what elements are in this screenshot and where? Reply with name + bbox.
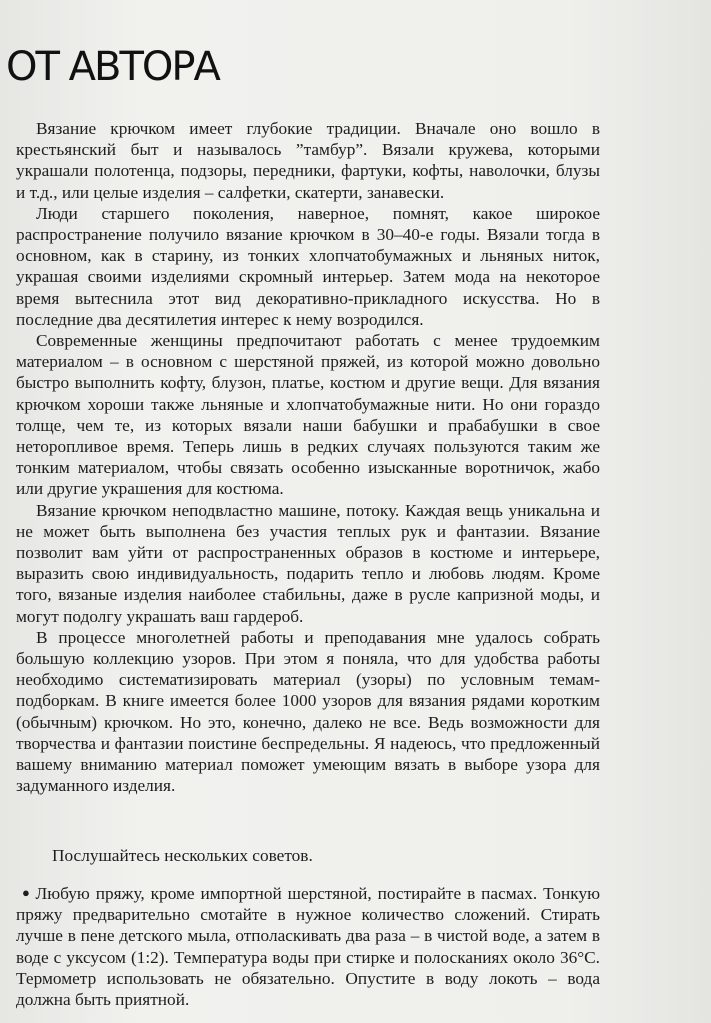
bullet-icon: ●: [22, 885, 32, 900]
text-body: [16, 118, 600, 797]
tip-text: Любую пряжу, кроме импортной шерстяной, постирайте в пасмах. Тонкую пряжу предварительно смотайте в нужное количество сложений. Стирать лучше в пене детского мыла, отполаскивать два раза – в чистой воде, а затем в воде с уксусом (1:2). Температура воды при стирке и полосканиях около 36°С. Термометр использовать не обязательно. Опустите в воду локоть – вода должна быть приятной.: [16, 884, 600, 1010]
paragraph: Вязание крючком неподвластно машине, потоку. Каждая вещь уникальна и не может быть выполнена без участия теплых рук и фантазии. Вязание позволит вам уйти от распространенных образов в костюме и интерьере, выразить свою индивидуальность, подарить тепло и любовь людям. Кроме того, вязаные изделия наиболее стабильны, даже в русле капризной моды, и могут подолгу украшать ваш гардероб.: [16, 500, 600, 626]
tip-item: [16, 882, 600, 1010]
paragraph: Люди старшего поколения, наверное, помнят, какое широкое распространение получило вязание крючком в 30–40-е годы. Вязали тогда в основном, как в старину, из тонких хлопчатобумажных и льняных ниток, украшая своими изделиями скромный интерьер. Затем мода на некоторое время вытеснила этот вид декоративно-прикладного искусства. Но в последние два десятилетия интерес к нему возродился.: [16, 203, 600, 329]
advice-heading: Послушайтесь нескольких советов.: [52, 846, 313, 865]
paragraph: Современные женщины предпочитают работать с менее трудоемким материалом – в основном с шерстяной пряжей, из которой можно довольно быстро выполнить кофту, блузон, платье, костюм и другие вещи. Для вязания крючком хороши также льняные и хлопчатобумажные нити. Но они гораздо толще, чем те, из которых вязали наши бабушки и прабабушки в свое неторопливое время. Теперь лишь в редких случаях пользуются таким же тонким материалом, чтобы связать особенно изысканные воротничок, жабо или другие украшения для костюма.: [16, 331, 600, 499]
paragraph: В процессе многолетней работы и преподавания мне удалось собрать большую коллекцию узоров. При этом я поняла, что для удобства работы необходимо систематизировать материал (узоры) по условным темам-подборкам. В книге имеется более 1000 узоров для вязания рядами коротким (обычным) крючком. Но это, конечно, далеко не все. Ведь возможности для творчества и фантазии поистине беспредельны. Я надеюсь, что предложенный вашему вниманию материал поможет умеющим вязать в выборе узора для задуманного изделия.: [16, 627, 600, 796]
paragraph: Вязание крючком имеет глубокие традиции. Вначале оно вошло в крестьянский быт и называлось ”тамбур”. Вязали кружева, которыми украшали полотенца, подзоры, передники, фартуки, кофты, наволочки, блузы и т.д., или целые изделия – салфетки, скатерти, занавески.: [16, 119, 600, 202]
page-title: ОТ АВТОРА: [6, 44, 219, 90]
